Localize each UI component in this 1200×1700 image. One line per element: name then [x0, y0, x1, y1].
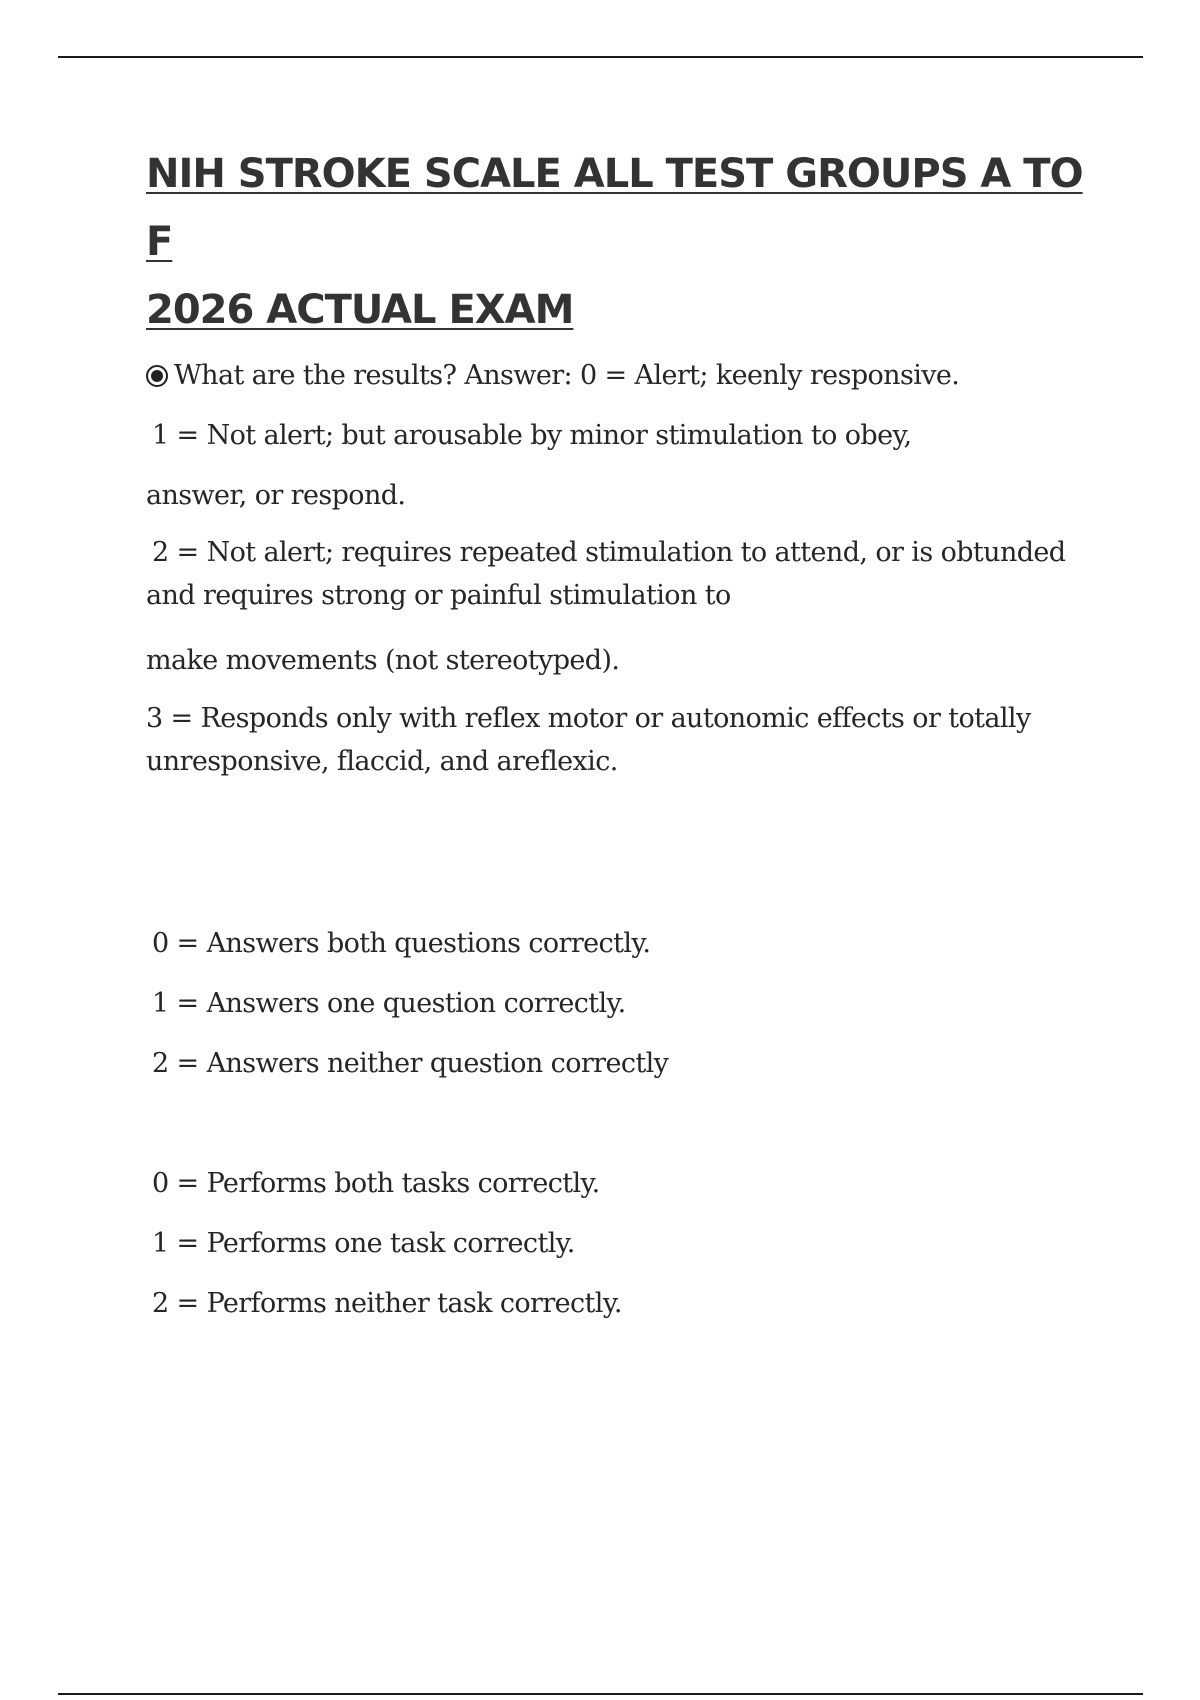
- tasks-score-2: 2 = Performs neither task correctly.: [152, 1288, 622, 1319]
- title-line-1: NIH STROKE SCALE ALL TEST GROUPS A TO F: [146, 151, 1083, 265]
- score-1-line-b: answer, or respond.: [146, 480, 406, 511]
- tasks-score-1: 1 = Performs one task correctly.: [152, 1228, 575, 1259]
- tasks-score-0: 0 = Performs both tasks correctly.: [152, 1168, 600, 1199]
- bottom-rule: [58, 1693, 1143, 1695]
- questions-score-2: 2 = Answers neither question correctly: [152, 1048, 669, 1079]
- question-line: [146, 354, 959, 397]
- radio-bullet-icon: [146, 365, 168, 387]
- score-2-line-a: 2 = Not alert; requires repeated stimulation to attend, or is obtunded and requires strong or painful stimulation to: [146, 537, 1066, 611]
- questions-score-0: 0 = Answers both questions correctly.: [152, 928, 651, 959]
- score-1-line-a: 1 = Not alert; but arousable by minor stimulation to obey,: [152, 420, 912, 451]
- document-title: [146, 140, 1086, 344]
- question-text: What are the results? Answer: 0 = Alert; keenly responsive.: [174, 360, 960, 391]
- title-line-2: 2026 ACTUAL EXAM: [146, 287, 574, 333]
- questions-score-1: 1 = Answers one question correctly.: [152, 988, 626, 1019]
- score-2-line-b: make movements (not stereotyped).: [146, 645, 620, 676]
- score-3-line: 3 = Responds only with reflex motor or autonomic effects or totally unresponsive, flaccid, and areflexic.: [146, 703, 1031, 777]
- top-rule: [58, 56, 1143, 58]
